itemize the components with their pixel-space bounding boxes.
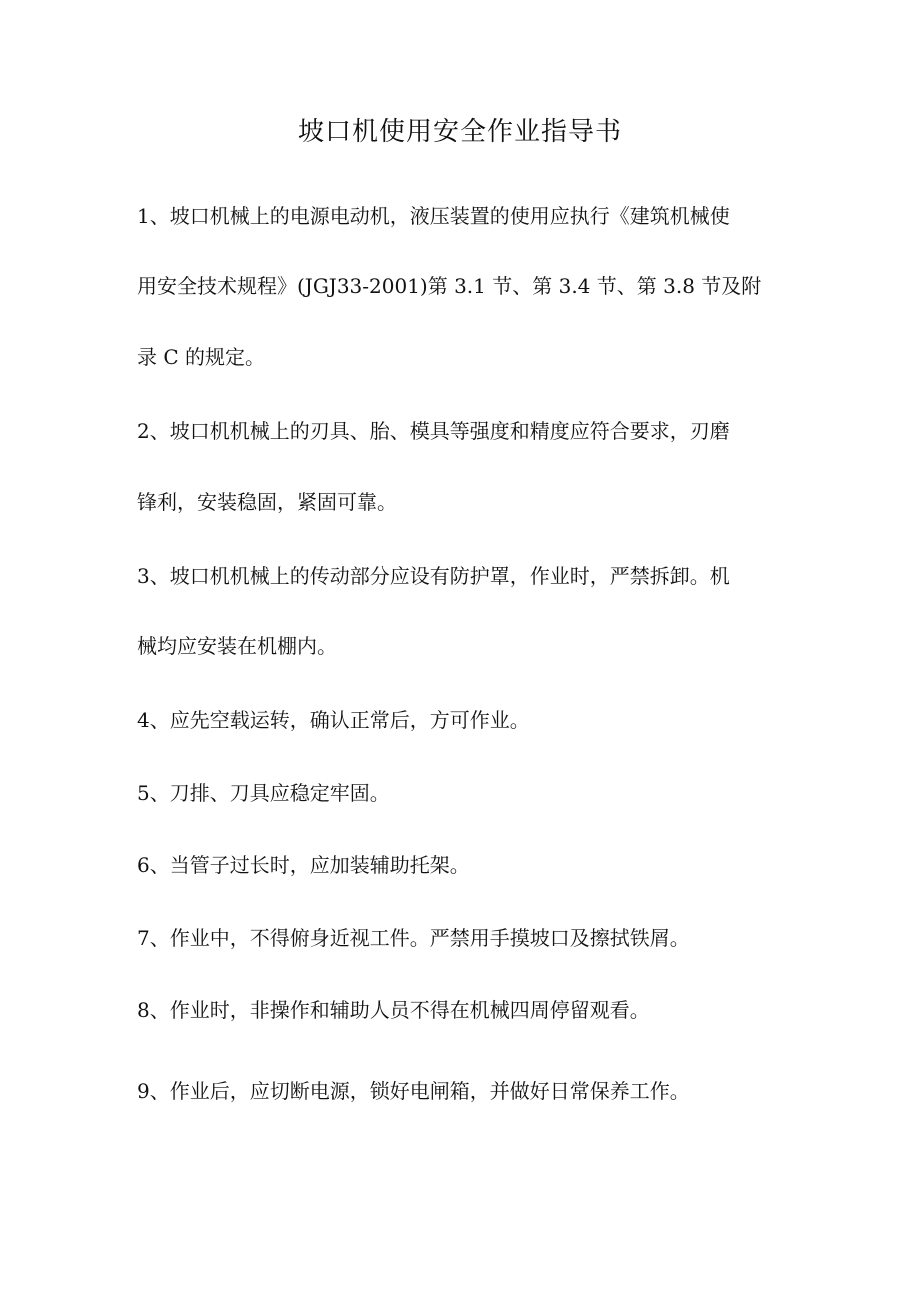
item-5: 5、刀排、刀具应稳定牢固。 (137, 781, 390, 805)
item-6: 6、当管子过长时，应加装辅助托架。 (137, 853, 470, 877)
item-4: 4、应先空载运转，确认正常后，方可作业。 (137, 708, 530, 732)
item-2-line-1: 2、坡口机机械上的刃具、胎、模具等强度和精度应符合要求，刃磨 (137, 419, 730, 443)
item-1-line-2: 用安全技术规程》(JGJ33-2001)第 3.1 节、第 3.4 节、第 3.8 节及附 (137, 274, 762, 298)
item-9: 9、作业后，应切断电源，锁好电闸箱，并做好日常保养工作。 (137, 1079, 690, 1103)
document-title: 坡口机使用安全作业指导书 (297, 117, 622, 147)
item-2-line-2: 锋利，安装稳固，紧固可靠。 (137, 490, 397, 514)
item-3-line-2: 械均应安装在机棚内。 (137, 634, 337, 658)
item-7: 7、作业中，不得俯身近视工件。严禁用手摸坡口及擦拭铁屑。 (137, 926, 690, 950)
item-3-line-1: 3、坡口机机械上的传动部分应设有防护罩，作业时，严禁拆卸。机 (137, 564, 730, 588)
item-1-line-3: 录 C 的规定。 (137, 345, 266, 369)
item-8: 8、作业时，非操作和辅助人员不得在机械四周停留观看。 (137, 998, 650, 1022)
item-1-line-1: 1、坡口机械上的电源电动机，液压装置的使用应执行《建筑机械使 (137, 204, 730, 228)
